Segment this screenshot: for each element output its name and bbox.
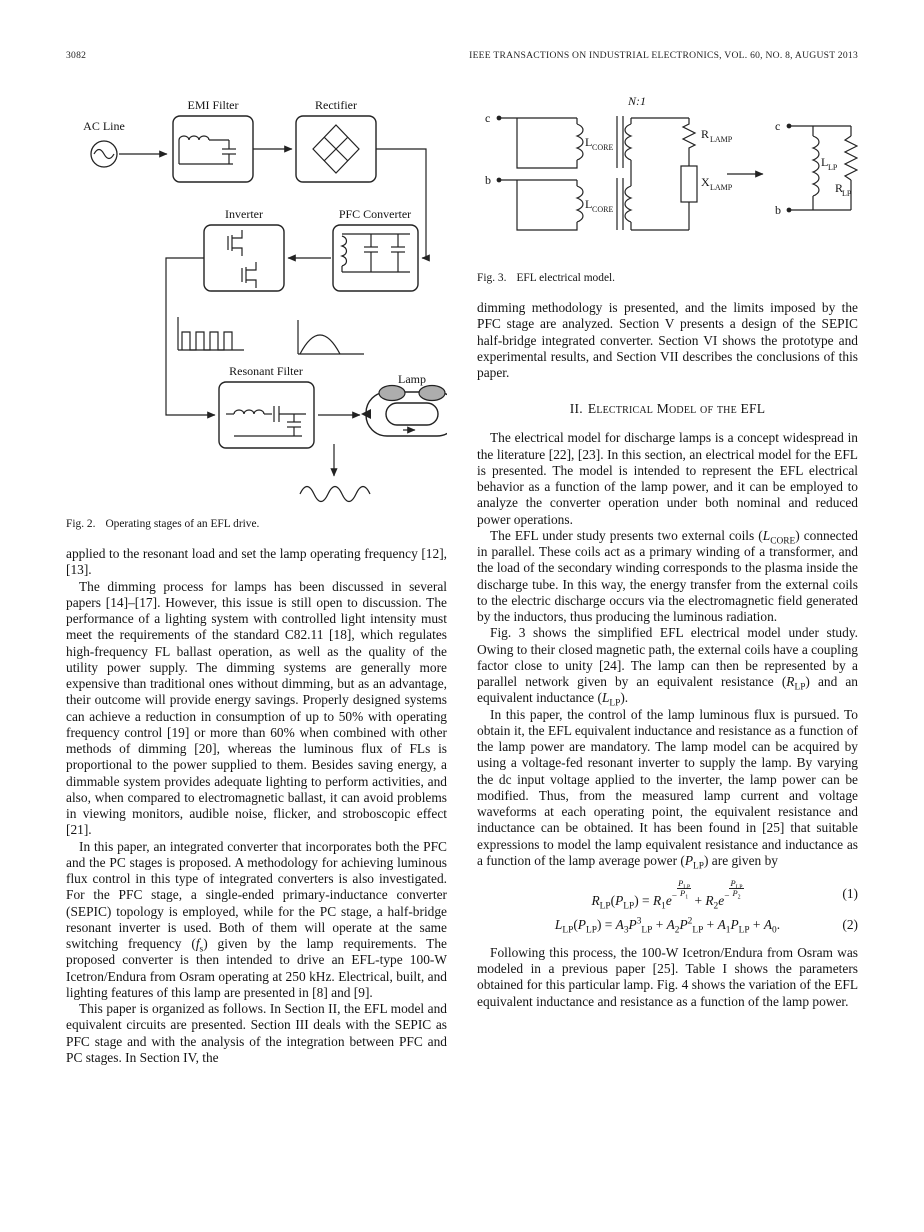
equation-1-number: (1) <box>842 885 858 901</box>
sine-wave-sketch <box>300 487 370 502</box>
equation-2 <box>477 916 858 936</box>
emi-filter-label: EMI Filter <box>187 98 239 112</box>
paragraph: In this paper, the control of the lamp luminous flux is pursued. To obtain it, the EFL equivalent inductance and resistance as a function of the lamp power are mandatory. The lamp model can be acquired by using a voltage-fed resonant inverter to supply the lamp. By varying the dc input voltage applied to the inverter, the lamp power can be modified. Thus, from the measured lamp current and voltage waveforms at each operating point, the equivalent resistance and inductance can be obtained. It has been found in [25] that suitable expressions to model the lamp equivalent resistance and inductance as a function of the lamp average power $(P_{LP})$ are given by <box>477 706 858 872</box>
efl-electrical-model-diagram <box>477 92 858 264</box>
pfc-converter-block <box>333 207 418 291</box>
figure-3 <box>477 92 858 284</box>
l-lp-sub: LP <box>828 163 838 172</box>
rectifier-label: Rectifier <box>315 98 357 112</box>
resonant-filter-block <box>219 364 314 448</box>
rectifier-block <box>296 98 376 182</box>
equation-2-formula: $L_{LP}(P_{LP}) = A_3P^3_{LP} + A_2P^2_{LP} + A_1P_{LP} + A_0$. <box>554 916 781 936</box>
hump-wave-sketch <box>298 320 364 354</box>
equation-block <box>477 878 858 936</box>
equivalent-circuit <box>775 119 857 217</box>
inverter-label: Inverter <box>225 207 263 221</box>
r-lamp-label: R <box>701 127 710 141</box>
figure-3-caption-text: EFL electrical model. <box>516 272 616 284</box>
eq-terminal-b-label: b <box>775 203 781 217</box>
equation-2-number: (2) <box>842 916 858 932</box>
lamp-symbol <box>361 372 447 436</box>
equation-1 <box>477 878 858 912</box>
eq-terminal-c-label: c <box>775 119 781 133</box>
terminal-b <box>485 173 501 187</box>
lamp-label: Lamp <box>398 372 426 386</box>
figure-2 <box>66 92 447 530</box>
core-coil-upper <box>517 118 613 168</box>
l-core-lower-label: L <box>585 197 593 211</box>
mosfet-symbol <box>228 230 242 256</box>
square-wave-sketch <box>178 317 244 350</box>
journal-title: IEEE TRANSACTIONS ON INDUSTRIAL ELECTRONICS, VOL. 60, NO. 8, AUGUST 2013 <box>469 50 858 61</box>
pfc-converter-label: PFC Converter <box>338 207 412 221</box>
paragraph: The EFL under study presents two external coils $(L_{CORE})$ connected in parallel. These coils act as a primary winding of a transformer, and the load of the secondary winding corresponds to the plasma inside the discharge tube. In this way, the energy transfer from the external coils to the electric discharge occurs via the electromagnetic field generated by the inductors, thus producing the luminous radiation. <box>477 527 858 624</box>
two-column-body <box>66 92 858 1066</box>
figure-2-caption-label: Fig. 2. <box>66 518 96 530</box>
x-lamp-label: X <box>701 175 710 189</box>
left-column <box>66 92 447 1066</box>
section-heading <box>477 401 858 417</box>
paragraph: The electrical model for discharge lamps is a concept widespread in the literature [22], [23]. In this section, an electrical model for the EFL is presented. The model is intended to represent the EFL electrical behavior as a function of the lamp power, and it can be employed to analyze the converter operation under both nominal and reduced power operations. <box>477 430 858 527</box>
transformer-core-bars <box>617 116 623 230</box>
figure-3-caption <box>477 272 858 284</box>
section-title: Electrical Model of the EFL <box>587 401 766 417</box>
r-lp-sub: LP <box>842 189 852 198</box>
turns-ratio-label: N:1 <box>628 94 646 108</box>
r-lp-label: R <box>835 181 844 195</box>
paragraph: In this paper, an integrated converter that incorporates both the PFC and the PC stages is proposed. A methodology for achieving luminous flux control in this type of integrated converters is also investigated. For the PFC stage, a single-ended primary-inductance converter (SEPIC) topology is employed, while for the PC stage, a half-bridge resonant inverter is used. Both of them will operate at the same switching frequency $(f_s)$ given by the lamp requirements. The proposed converter is then intended to drive an EFL-type 100-W Icetron/Endura from Osram operating at 250 kHz. Electrical, built, and lighting features of this lamp are presented in [8] and [9]. <box>66 838 447 1000</box>
figure-2-caption <box>66 518 447 530</box>
inverter-block <box>204 207 284 291</box>
page-header <box>66 50 858 61</box>
ac-source-symbol <box>83 119 125 167</box>
paragraph: applied to the resonant load and set the lamp operating frequency [12], [13]. <box>66 546 447 578</box>
l-lp-label: L <box>821 155 829 169</box>
core-coil-lower <box>517 180 613 230</box>
paragraph: dimming methodology is presented, and the limits imposed by the PFC stage are analyzed. Section V presents a design of the SEPIC half-bridge integrated converter. Section VI shows the prototype and experimental results, and Section VII describes the conclusions of this paper. <box>477 300 858 380</box>
x-lamp-sub: LAMP <box>710 183 733 192</box>
r-lamp-sub: LAMP <box>710 135 733 144</box>
mosfet-symbol <box>242 262 256 288</box>
equation-1-formula: $R_{LP}(P_{LP}) = R_1e^{- P_{LP} P_1}$ + $R_2e^{- P_{LP} P_2}$ <box>591 878 743 912</box>
terminal-c-label: c <box>485 111 491 125</box>
l-core-lower-sub: CORE <box>592 205 614 214</box>
terminal-b-label: b <box>485 173 491 187</box>
figure-3-caption-label: Fig. 3. <box>477 272 507 284</box>
resonant-filter-label: Resonant Filter <box>229 364 303 378</box>
page-number: 3082 <box>66 50 87 61</box>
lamp-load-branch <box>631 118 733 230</box>
paragraph: Fig. 3 shows the simplified EFL electrical model under study. Owing to their closed magnetic path, the external coils have a coupling factor close to unity [24]. The lamp can then be represented by a parallel network given by an equivalent resistance $(R_{LP})$ and an equivalent inductance $(L_{LP})$. <box>477 625 858 709</box>
efl-drive-stages-diagram <box>66 92 447 510</box>
ac-line-label: AC Line <box>83 119 125 133</box>
paragraph: The dimming process for lamps has been discussed in several papers [14]–[17]. However, this issue is still open to discussion. The performance of a lighting system with controlled light intensity must meet the requirements of the standard C82.11 [18], which regulates high-frequency FL ballast operation, as well as the quality of the utility power supply. The dimming systems are generally more expensive than traditional ones without dimming, but as an advantage, their outcome will provide energy savings. Properly designed systems can achieve a reduction in consumption of up to 50% with operating frequency control [19] or more than 60% when combined with other methods of dimming [20], whereas the luminous flux of FLs is proportional to the power supplied to them. Besides saving energy, a dimmable system provides adequate lighting to perform activities, and also, when compared to electromagnetic ballast, it can avoid problems in viewing monitors, audible noise, flicker, and stroboscopic effect [21]. <box>66 578 447 838</box>
terminal-c <box>485 111 501 125</box>
right-column <box>477 92 858 1066</box>
emi-filter-block <box>173 98 253 182</box>
l-core-upper-label: L <box>585 135 593 149</box>
l-core-upper-sub: CORE <box>592 143 614 152</box>
paragraph: Following this process, the 100-W Icetron/Endura from Osram was modeled in a previous paper [25]. Table I shows the parameters obtained for this particular lamp. Fig. 4 shows the variation of the EFL equivalent inductance and resistance as a function of the lamp power. <box>477 944 858 1009</box>
secondary-winding <box>625 118 631 230</box>
figure-2-caption-text: Operating stages of an EFL drive. <box>105 518 260 530</box>
paragraph: This paper is organized as follows. In Section II, the EFL model and equivalent circuits are presented. Section III deals with the SEPIC as PFC stage and with the analysis of the integration between PFC and PC stages. In Section IV, the <box>66 1001 447 1065</box>
section-number: II. <box>569 401 583 417</box>
